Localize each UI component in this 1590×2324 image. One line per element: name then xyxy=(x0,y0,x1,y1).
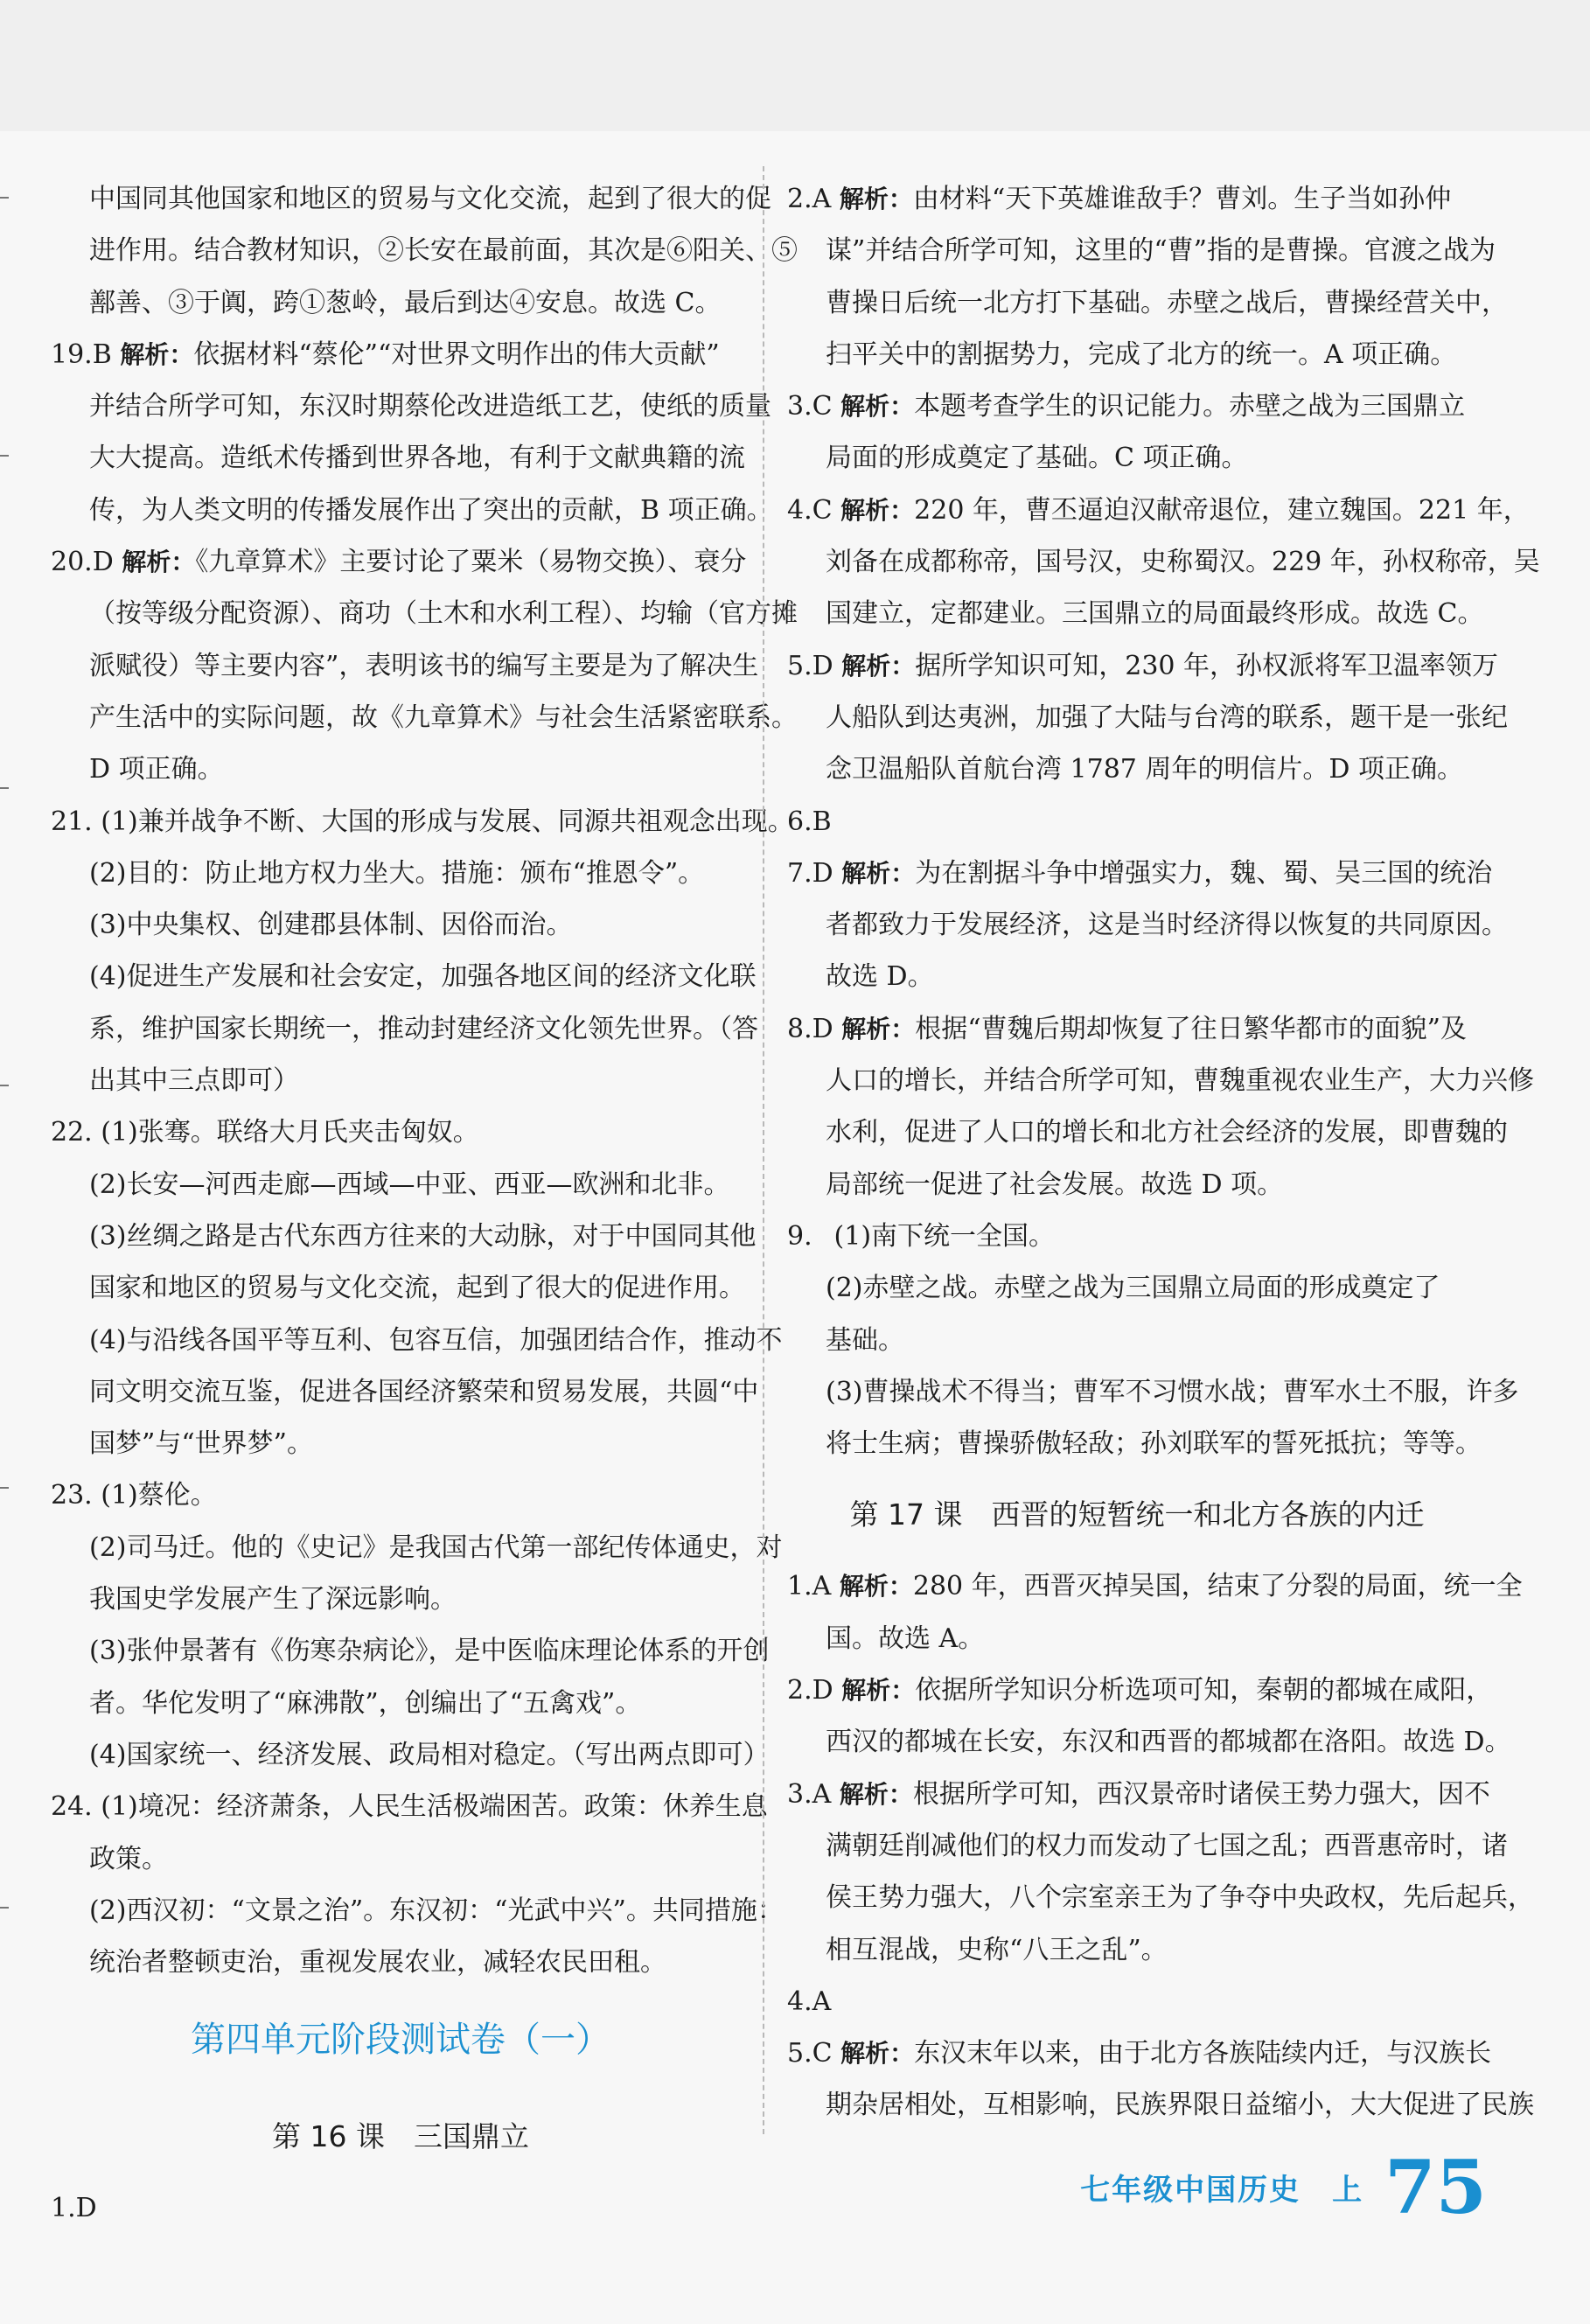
analysis-label: 解析： xyxy=(841,651,916,680)
answer-continuation xyxy=(787,1716,1511,1768)
analysis-label: 解析： xyxy=(839,1572,913,1602)
lesson-title: 第 17 课 西晋的短暂统一和北方各族的内迁 xyxy=(849,1497,1425,1532)
answer-continuation xyxy=(51,640,759,692)
answer-item xyxy=(51,536,750,588)
question-number: 1.D xyxy=(51,2193,97,2224)
answer-text: 鄯善、③于阗，跨①葱岭，最后到达④安息。故选 C。 xyxy=(89,287,722,318)
answer-continuation xyxy=(51,1055,750,1106)
answer-text: (1)境况：经济萧条，人民生活极端困苦。政策：休养生息 xyxy=(101,1791,768,1823)
answer-continuation xyxy=(51,1315,783,1366)
answer-continuation xyxy=(51,1366,759,1418)
answer-text: 刘备在成都称帝，国号汉，史称蜀汉。229 年，孙权称帝，吴 xyxy=(826,547,1540,578)
question-number: 3.A xyxy=(787,1778,832,1810)
answer-text: (4)与沿线各国平等互利、包容互信，加强团结合作，推动不 xyxy=(89,1324,783,1356)
answer-continuation xyxy=(787,743,1487,795)
answer-continuation xyxy=(787,1418,1487,1469)
answer-text: 出其中三点即可） xyxy=(89,1065,299,1097)
answer-text: （按等级分配资源）、商功（土木和水利工程）、均输（官方摊 xyxy=(89,598,798,630)
answer-text: 东汉末年以来，由于北方各族陆续内迁，与汉族长 xyxy=(914,2038,1492,2069)
answer-item xyxy=(787,1560,1523,1612)
answer-item xyxy=(787,1769,1490,1820)
answer-text: 曹操日后统一北方打下基础。赤壁之战后，曹操经营关中， xyxy=(826,287,1508,318)
answer-text: 统治者整顿吏治，重视发展农业，减轻农民田租。 xyxy=(89,1947,666,1979)
right-column xyxy=(787,173,1540,2132)
question-number: 9. xyxy=(787,1220,812,1252)
answer-text: 系，维护国家长期统一，推动封建经济文化领先世界。（答 xyxy=(89,1013,758,1044)
answer-text: 者都致力于发展经济，这是当时经济得以恢复的共同原因。 xyxy=(826,910,1508,941)
answer-text: (1)蔡伦。 xyxy=(101,1480,217,1511)
answer-text: 念卫温船队首航台湾 1787 周年的明信片。D 项正确。 xyxy=(826,754,1464,785)
answer-continuation xyxy=(787,225,1496,276)
answer-text: 西汉的都城在长安，东汉和西晋的都城都在洛阳。故选 D。 xyxy=(826,1727,1511,1758)
answer-item xyxy=(787,1003,1487,1055)
answer-text: 220 年，曹丕逼迫汉献帝退位，建立魏国。221 年， xyxy=(914,494,1530,526)
answer-continuation xyxy=(787,432,1487,484)
answer-item xyxy=(787,380,1487,432)
answer-continuation xyxy=(51,1885,784,1937)
answer-text: 产生活中的实际问题，故《九章算术》与社会生活紧密联系。 xyxy=(89,701,798,733)
answer-item xyxy=(787,640,1499,692)
answer-text: 期杂居相处，互相影响，民族界限日益缩小，大大促进了民族 xyxy=(826,2090,1534,2121)
answer-item xyxy=(787,1664,1493,1716)
analysis-label: 解析： xyxy=(840,2039,915,2069)
answer-continuation xyxy=(51,173,771,225)
answer-continuation xyxy=(787,1106,1508,1158)
question-number: 1.A xyxy=(787,1571,832,1602)
question-number: 19.B xyxy=(51,338,112,370)
answer-text: 国。故选 A。 xyxy=(826,1623,985,1654)
analysis-label: 解析： xyxy=(839,185,913,213)
answer-text: D 项正确。 xyxy=(89,754,224,785)
question-number: 7.D xyxy=(787,857,833,889)
analysis-label: 解析： xyxy=(122,548,196,577)
answer-item xyxy=(787,848,1493,899)
binding-mark xyxy=(0,1907,9,1909)
answer-continuation xyxy=(787,588,1487,639)
answer-text: 国家和地区的贸易与文化交流，起到了很大的促进作用。 xyxy=(89,1273,745,1304)
answer-text: 扫平关中的割据势力，完成了北方的统一。A 项正确。 xyxy=(826,338,1457,370)
answer-text: 人口的增长，并结合所学可知，曹魏重视农业生产，大力兴修 xyxy=(826,1065,1534,1097)
answer-item xyxy=(787,1976,1487,2027)
answer-continuation xyxy=(51,1522,783,1574)
answer-continuation xyxy=(51,1262,750,1314)
answer-text: 根据所学可知，西汉景帝时诸侯王势力强大，因不 xyxy=(912,1778,1490,1810)
answer-text: 大大提高。造纸术传播到世界各地，有利于文献典籍的流 xyxy=(89,443,745,474)
answer-text: 传，为人类文明的传播发展作出了突出的贡献，B 项正确。 xyxy=(89,494,773,526)
answer-continuation xyxy=(51,692,798,743)
analysis-label: 解析： xyxy=(120,339,194,369)
answer-text: 同文明交流互鉴，促进各国经济繁荣和贸易发展，共圆“中 xyxy=(89,1376,759,1407)
answer-continuation xyxy=(787,1366,1519,1418)
answer-continuation xyxy=(51,1574,750,1625)
answer-text: (1)南下统一全国。 xyxy=(833,1220,1056,1252)
answer-text: 依据所学知识分析选项可知，秦朝的都城在咸阳， xyxy=(915,1675,1493,1706)
answer-text: (3)张仲景著有《伤寒杂病论》，是中医临床理论体系的开创 xyxy=(89,1636,770,1667)
answer-continuation xyxy=(787,899,1508,951)
answer-continuation xyxy=(787,536,1540,588)
answer-item xyxy=(51,1106,750,1158)
answer-continuation xyxy=(51,848,750,899)
answer-item xyxy=(787,485,1530,536)
answer-item xyxy=(51,2182,750,2234)
answer-text: (3)曹操战术不得当；曹军不习惯水战；曹军水土不服，许多 xyxy=(826,1376,1519,1407)
analysis-label: 解析： xyxy=(841,1014,916,1043)
answer-continuation xyxy=(787,1055,1534,1106)
answer-item xyxy=(787,796,1487,848)
answer-continuation xyxy=(51,380,771,432)
answer-continuation xyxy=(51,899,750,951)
column-divider xyxy=(763,166,764,2134)
answer-text: 满朝廷削减他们的权力而发动了七国之乱；西晋惠帝时，诸 xyxy=(826,1830,1508,1861)
answer-text: 水利，促进了人口的增长和北方社会经济的发展，即曹魏的 xyxy=(826,1117,1508,1148)
answer-text: 局部统一促进了社会发展。故选 D 项。 xyxy=(826,1169,1284,1200)
answer-text: (2)赤壁之战。赤壁之战为三国鼎立局面的形成奠定了 xyxy=(826,1273,1440,1304)
question-number: 3.C xyxy=(787,391,833,422)
answer-continuation xyxy=(787,1613,1487,1664)
answer-continuation xyxy=(787,1262,1487,1314)
answer-text: 据所学知识可知，230 年，孙权派将军卫温率领万 xyxy=(915,650,1499,681)
answer-text: 相互混战，史称“八王之乱”。 xyxy=(826,1934,1168,1965)
answer-continuation xyxy=(787,329,1487,380)
analysis-label: 解析： xyxy=(839,1779,913,1809)
answer-item xyxy=(787,173,1487,225)
binding-mark xyxy=(0,1487,9,1489)
answer-text: (3)丝绸之路是古代东西方往来的大动脉，对于中国同其他 xyxy=(89,1220,757,1252)
question-number: 20.D xyxy=(51,547,114,578)
answer-text: 侯王势力强大，八个宗室亲王为了争夺中央政权，先后起兵， xyxy=(826,1882,1534,1914)
answer-continuation xyxy=(787,1315,1487,1366)
answer-text: (1)兼并战争不断、大国的形成与发展、同源共祖观念出现。 xyxy=(101,806,794,837)
answer-text: (2)司马迁。他的《史记》是我国古代第一部纪传体通史，对 xyxy=(89,1532,783,1563)
answer-text: 将士生病；曹操骄傲轻敌；孙刘联军的誓死抵抗；等等。 xyxy=(826,1428,1482,1460)
answer-continuation xyxy=(51,1729,770,1781)
analysis-label: 解析： xyxy=(841,858,916,888)
answer-text: 《九章算术》主要讨论了粟米（易物交换）、衰分 xyxy=(195,547,747,578)
answer-text: 并结合所学可知，东汉时期蔡伦改进造纸工艺，使纸的质量 xyxy=(89,391,771,422)
answer-text: 基础。 xyxy=(826,1324,904,1356)
lesson-title: 第 16 课 三国鼎立 xyxy=(272,2119,529,2154)
binding-mark xyxy=(0,1085,9,1086)
answer-text: (1)张骞。联络大月氏夹击匈奴。 xyxy=(101,1117,479,1148)
answer-text: 本题考查学生的识记能力。赤壁之战为三国鼎立 xyxy=(914,391,1466,422)
answer-continuation xyxy=(787,1820,1508,1872)
answer-text: 故选 D。 xyxy=(826,961,934,993)
answer-item xyxy=(51,1469,750,1521)
question-number: 24. xyxy=(51,1791,93,1823)
answer-text: 人船队到达夷洲，加强了大陆与台湾的联系，题干是一张纪 xyxy=(826,701,1508,733)
answer-text: 为在割据斗争中增强实力，魏、蜀、吴三国的统治 xyxy=(915,857,1493,889)
answer-text: 谋”并结合所学可知，这里的“曹”指的是曹操。官渡之战为 xyxy=(826,235,1496,267)
analysis-label: 解析： xyxy=(840,495,915,525)
page-number: 75 xyxy=(1384,2143,1487,2230)
answer-continuation xyxy=(787,1159,1487,1211)
answer-text: 中国同其他国家和地区的贸易与文化交流，起到了很大的促 xyxy=(89,184,771,214)
answer-text: 280 年，西晋灭掉吴国，结束了分裂的局面，统一全 xyxy=(912,1571,1523,1602)
answer-continuation xyxy=(787,2079,1534,2131)
answer-continuation xyxy=(51,225,798,276)
question-number: 23. xyxy=(51,1480,93,1511)
answer-continuation xyxy=(51,432,750,484)
analysis-label: 解析： xyxy=(841,1676,916,1706)
answer-continuation xyxy=(51,1937,750,1988)
binding-mark xyxy=(0,787,9,789)
answer-text: (2)目的：防止地方权力坐大。措施：颁布“推恩令”。 xyxy=(89,857,705,889)
answer-text: 国梦”与“世界梦”。 xyxy=(89,1428,314,1460)
answer-continuation xyxy=(51,1833,750,1885)
answer-text: 根据“曹魏后期却恢复了往日繁华都市的面貌”及 xyxy=(915,1013,1467,1044)
question-number: 4.C xyxy=(787,494,833,526)
answer-text: 我国史学发展产生了深远影响。 xyxy=(89,1584,457,1616)
question-number: 5.C xyxy=(787,2038,833,2069)
answer-text: 由材料“天下英雄谁敌手？曹刘。生子当如孙仲 xyxy=(912,184,1452,214)
unit-title: 第四单元阶段测试卷（一） xyxy=(191,2020,610,2061)
question-number: 22. xyxy=(51,1117,93,1148)
book-title: 七年级中国历史 上 xyxy=(1080,2172,1364,2208)
question-number: 2.D xyxy=(787,1675,833,1706)
answer-text: 依据材料“蔡伦”“对世界文明作出的伟大贡献” xyxy=(193,338,720,370)
answer-continuation xyxy=(51,1159,750,1211)
answer-text: 进作用。结合教材知识，②长安在最前面，其次是⑥阳关、⑤ xyxy=(89,235,798,267)
answer-continuation xyxy=(787,277,1508,329)
answer-item xyxy=(51,1781,768,1832)
answer-text: (3)中央集权、创建郡县体制、因俗而治。 xyxy=(89,910,573,941)
answer-continuation xyxy=(787,692,1508,743)
page-footer xyxy=(1080,2139,1487,2235)
answer-continuation xyxy=(787,1924,1487,1976)
answer-continuation xyxy=(51,1418,750,1469)
answer-continuation xyxy=(51,277,750,329)
question-number: 2.A xyxy=(787,184,832,214)
question-number: 21. xyxy=(51,806,93,837)
answer-continuation xyxy=(51,1678,750,1729)
answer-text: (4)国家统一、经济发展、政局相对稳定。（写出两点即可） xyxy=(89,1739,770,1770)
answer-text: (2)西汉初：“文景之治”。东汉初：“光武中兴”。共同措施： xyxy=(89,1895,784,1926)
answer-text: 者。华佗发明了“麻沸散”，创编出了“五禽戏”。 xyxy=(89,1687,642,1719)
question-number: 4.A xyxy=(787,1986,832,2017)
answer-continuation xyxy=(51,588,798,639)
answer-item xyxy=(787,2027,1492,2079)
answer-item xyxy=(51,796,794,848)
answer-continuation xyxy=(787,1872,1534,1923)
answer-continuation xyxy=(787,951,1487,1002)
question-number: 5.D xyxy=(787,650,833,681)
answer-item xyxy=(51,329,750,380)
answer-continuation xyxy=(51,1003,758,1055)
analysis-label: 解析： xyxy=(840,392,915,422)
answer-text: 政策。 xyxy=(89,1843,168,1874)
answer-text: 派赋役）等主要内容”，表明该书的编写主要是为了解决生 xyxy=(89,650,759,681)
answer-text: (4)促进生产发展和社会安定，加强各地区间的经济文化联 xyxy=(89,961,757,993)
question-number: 8.D xyxy=(787,1013,833,1044)
question-number: 6.B xyxy=(787,806,832,837)
answer-continuation xyxy=(51,1211,757,1262)
answer-continuation xyxy=(51,1625,770,1677)
left-column xyxy=(51,173,798,2235)
binding-mark xyxy=(0,455,9,457)
binding-mark xyxy=(0,197,9,199)
answer-item xyxy=(787,1211,1487,1262)
answer-continuation xyxy=(51,951,757,1002)
answer-continuation xyxy=(51,743,750,795)
answer-text: 国建立，定都建业。三国鼎立的局面最终形成。故选 C。 xyxy=(826,598,1484,630)
answer-text: 局面的形成奠定了基础。C 项正确。 xyxy=(826,443,1248,474)
answer-continuation xyxy=(51,485,773,536)
answer-text: (2)长安—河西走廊—西域—中亚、西亚—欧洲和北非。 xyxy=(89,1169,730,1200)
